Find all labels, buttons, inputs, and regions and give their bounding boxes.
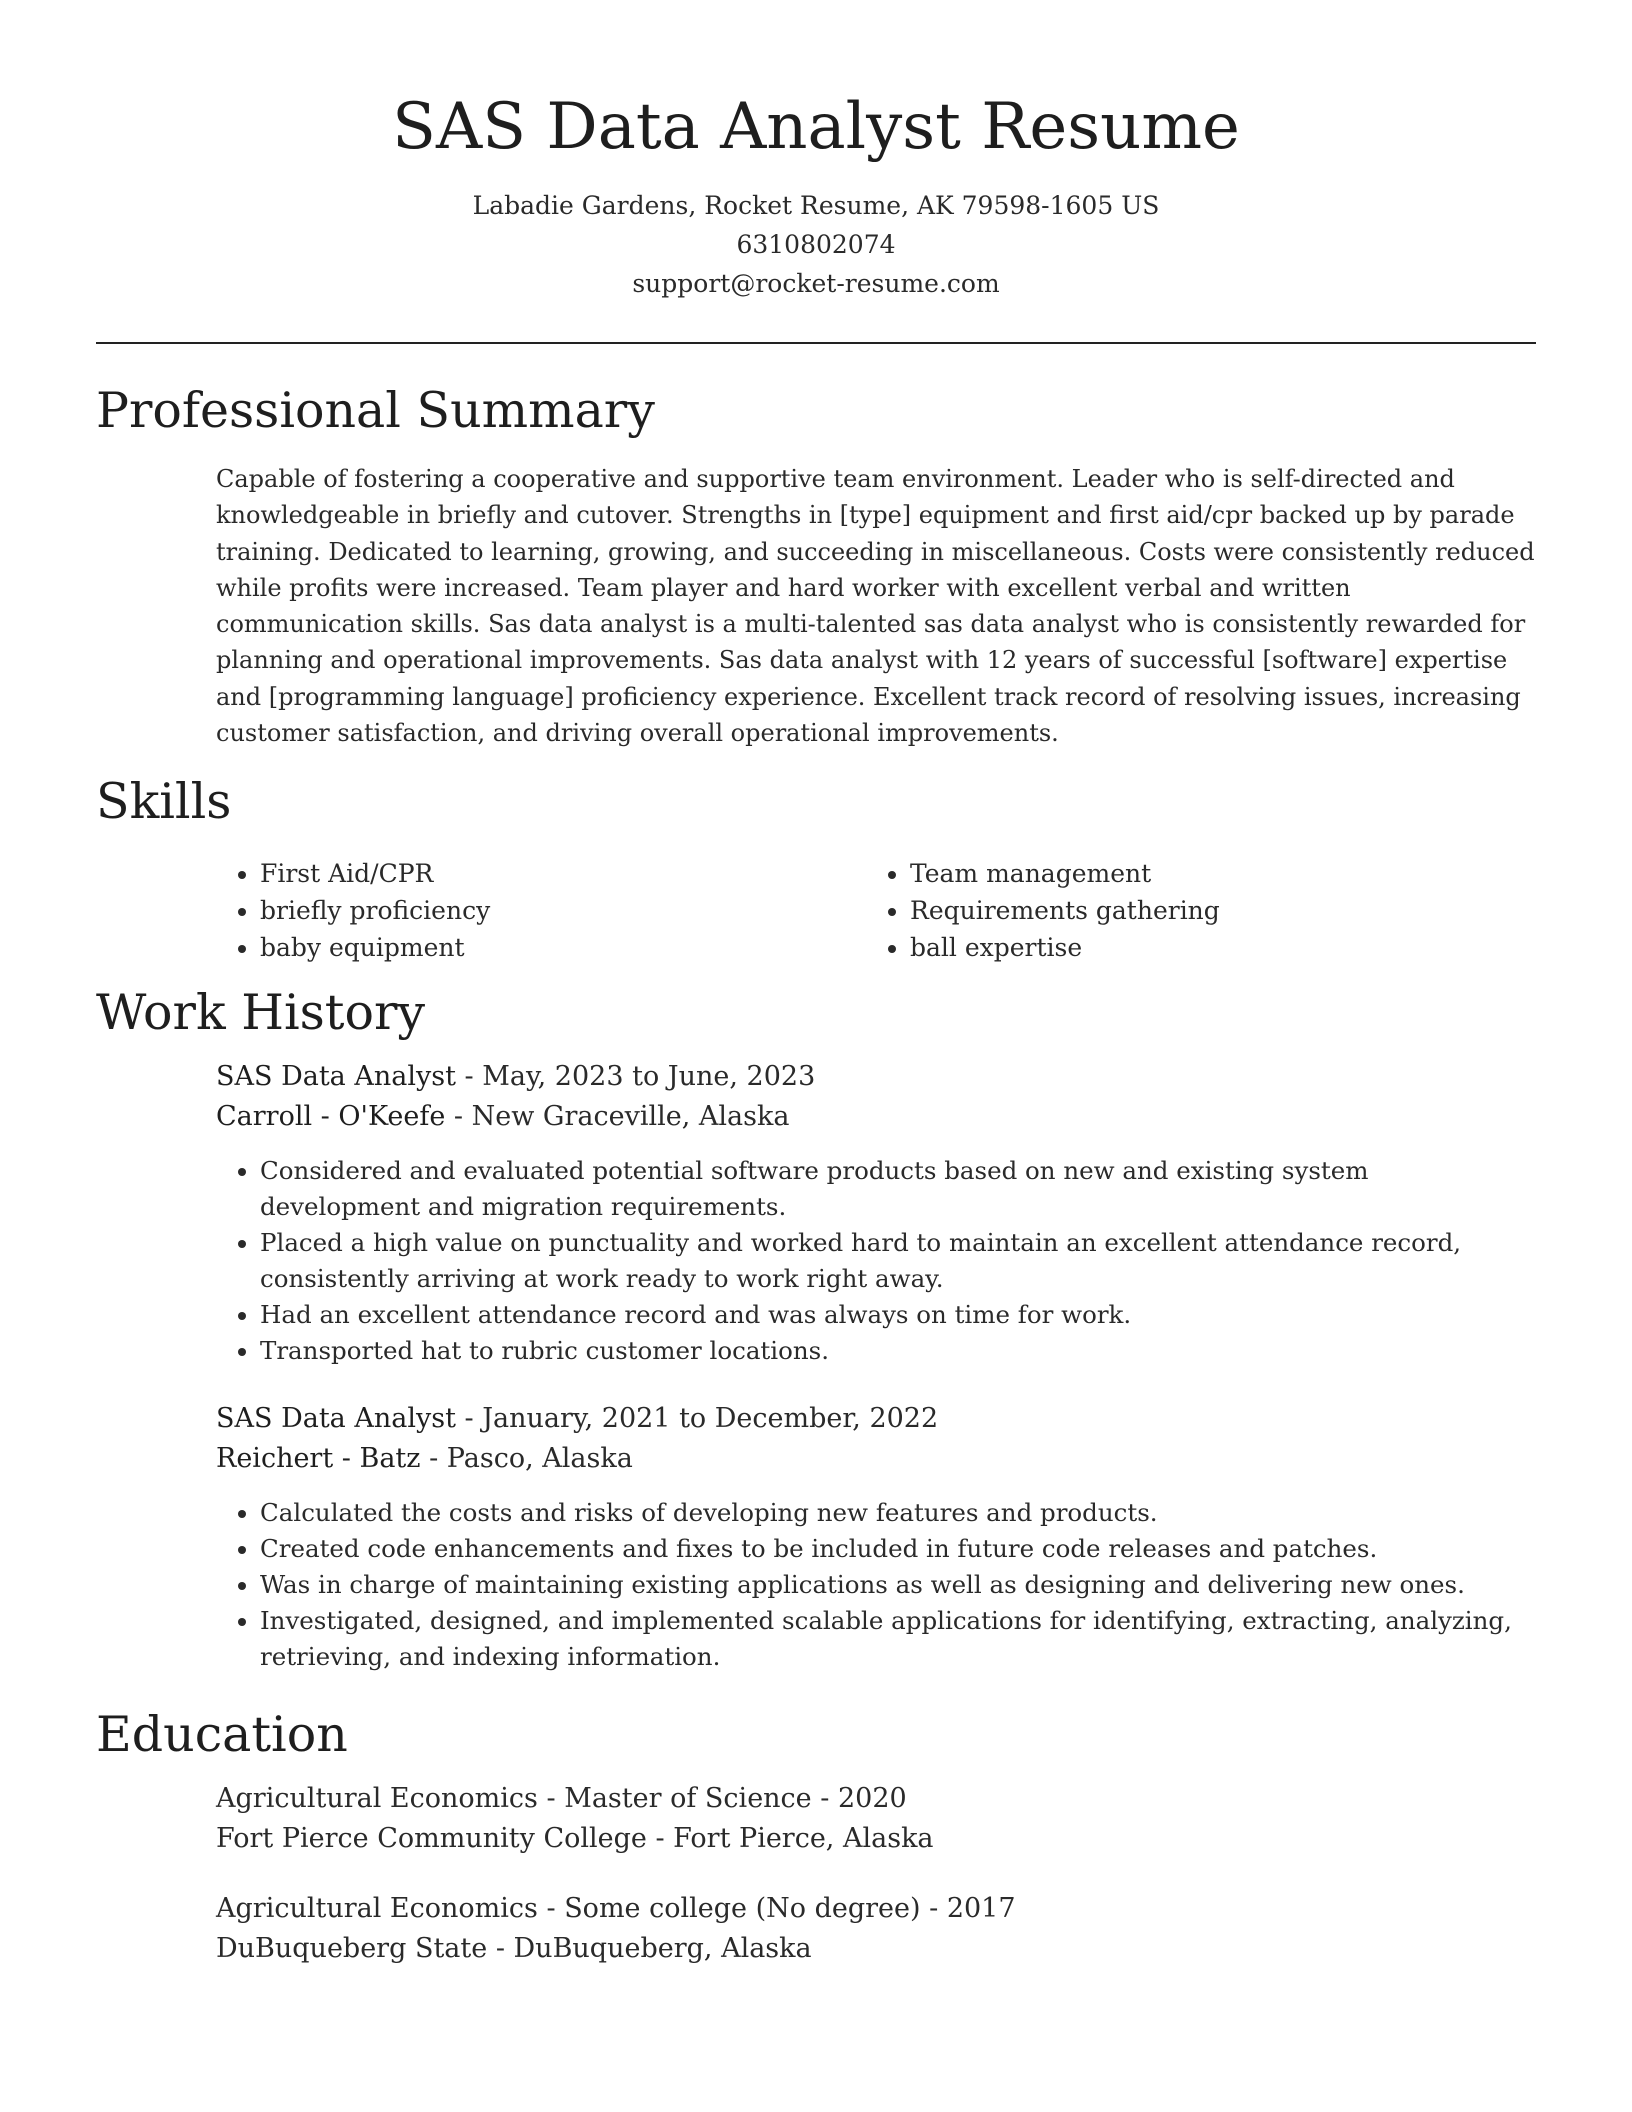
education-entry [216,1889,1536,1969]
job-bullet: • Calculated the costs and risks of developing new features and products. [260,1495,1536,1531]
job-dates: May, 2023 to June, 2023 [482,1061,816,1092]
separator: - [445,1101,472,1132]
skill-item: • briefly proficiency [260,892,866,929]
job-bullets [216,1495,1536,1675]
section-title-work-history: Work History [96,984,426,1041]
job-bullet: • Created code enhancements and fixes to be included in future code releases and patches. [260,1531,1536,1567]
education-field: Agricultural Economics [216,1783,538,1814]
job-company: Carroll - O'Keefe [216,1101,446,1132]
job-role: SAS Data Analyst [216,1061,456,1092]
job-bullet: • Was in charge of maintaining existing applications as well as designing and delivering new ones. [260,1567,1536,1603]
separator: - [646,1823,674,1854]
skill-item: • First Aid/CPR [260,855,866,892]
skills-column-right [866,855,1516,966]
job-bullet: • Had an excellent attendance record and was always on time for work. [260,1297,1536,1333]
education-degree: Master of Science [564,1783,812,1814]
skill-item: • Team management [910,855,1516,892]
skill-item: • ball expertise [910,929,1516,966]
job-bullet: • Investigated, designed, and implemented scalable applications for identifying, extracting, analyzing, retrieving, and indexing information. [260,1603,1536,1675]
skills-column-left [216,855,866,966]
education-school-line [216,1929,1536,1969]
job-role: SAS Data Analyst [216,1403,456,1434]
job-entry [216,1399,1536,1675]
education-year: 2017 [946,1893,1016,1924]
skills-list [216,855,1536,966]
section-title-summary: Professional Summary [96,382,655,439]
summary-text: Capable of fostering a cooperative and supportive team environment. Leader who is self-directed and knowledgeable in briefly and cutover. Strengths in [type] equipment and first aid/cpr backed up by parade training. Dedicated to learning, growing, and succeeding in miscellaneous. Costs were consistently reduced while profits were increased. Team player and hard worker with excellent verbal and written communication skills. Sas data analyst is a multi-talented sas data analyst who is consistently rewarded for planning and operational improvements. Sas data analyst with 12 years of successful [software] expertise and [programming language] proficiency experience. Excellent track record of resolving issues, increasing customer satisfaction, and driving overall operational improvements. [216,465,1535,748]
education-field: Agricultural Economics [216,1893,538,1924]
separator: - [455,1061,483,1092]
separator: - [455,1403,483,1434]
contact-phone: 6310802074 [736,230,896,259]
education-degree: Some college (No degree) [564,1893,921,1924]
separator: - [537,1893,565,1924]
job-entry [216,1057,1536,1369]
job-bullets [216,1153,1536,1369]
job-bullet: • Considered and evaluated potential software products based on new and existing system development and migration requirements. [260,1153,1536,1225]
skill-item: • baby equipment [260,929,866,966]
education-school: DuBuqueberg State [216,1933,488,1964]
job-location: Pasco, Alaska [446,1443,633,1474]
separator: - [920,1893,947,1924]
job-company: Reichert - Batz [216,1443,421,1474]
job-company-line [216,1439,1536,1479]
education-degree-line [216,1779,1536,1819]
separator: - [487,1933,514,1964]
job-location: New Graceville, Alaska [471,1101,790,1132]
contact-email: support@rocket-resume.com [632,269,1000,298]
section-title-education: Education [96,1706,348,1763]
separator: - [537,1783,565,1814]
education-school: Fort Pierce Community College [216,1823,647,1854]
header-divider [96,342,1536,344]
separator: - [420,1443,447,1474]
education-school-line [216,1819,1536,1859]
section-title-skills: Skills [96,773,232,830]
education-location: DuBuqueberg, Alaska [513,1933,812,1964]
job-bullet: • Placed a high value on punctuality and worked hard to maintain an excellent attendance record, consistently arriving at work ready to work right away. [260,1225,1536,1297]
job-dates: January, 2021 to December, 2022 [482,1403,939,1434]
job-title-line [216,1399,1536,1439]
skill-item: • Requirements gathering [910,892,1516,929]
job-company-line [216,1097,1536,1137]
education-location: Fort Pierce, Alaska [673,1823,934,1854]
job-bullet: • Transported hat to rubric customer locations. [260,1333,1536,1369]
education-entry [216,1779,1536,1859]
education-degree-line [216,1889,1536,1929]
contact-address: Labadie Gardens, Rocket Resume, AK 79598-1605 US [472,191,1160,220]
job-title-line [216,1057,1536,1097]
separator: - [811,1783,838,1814]
resume-header [96,82,1536,303]
education-year: 2020 [837,1783,907,1814]
resume-title: SAS Data Analyst Resume [392,90,1240,164]
